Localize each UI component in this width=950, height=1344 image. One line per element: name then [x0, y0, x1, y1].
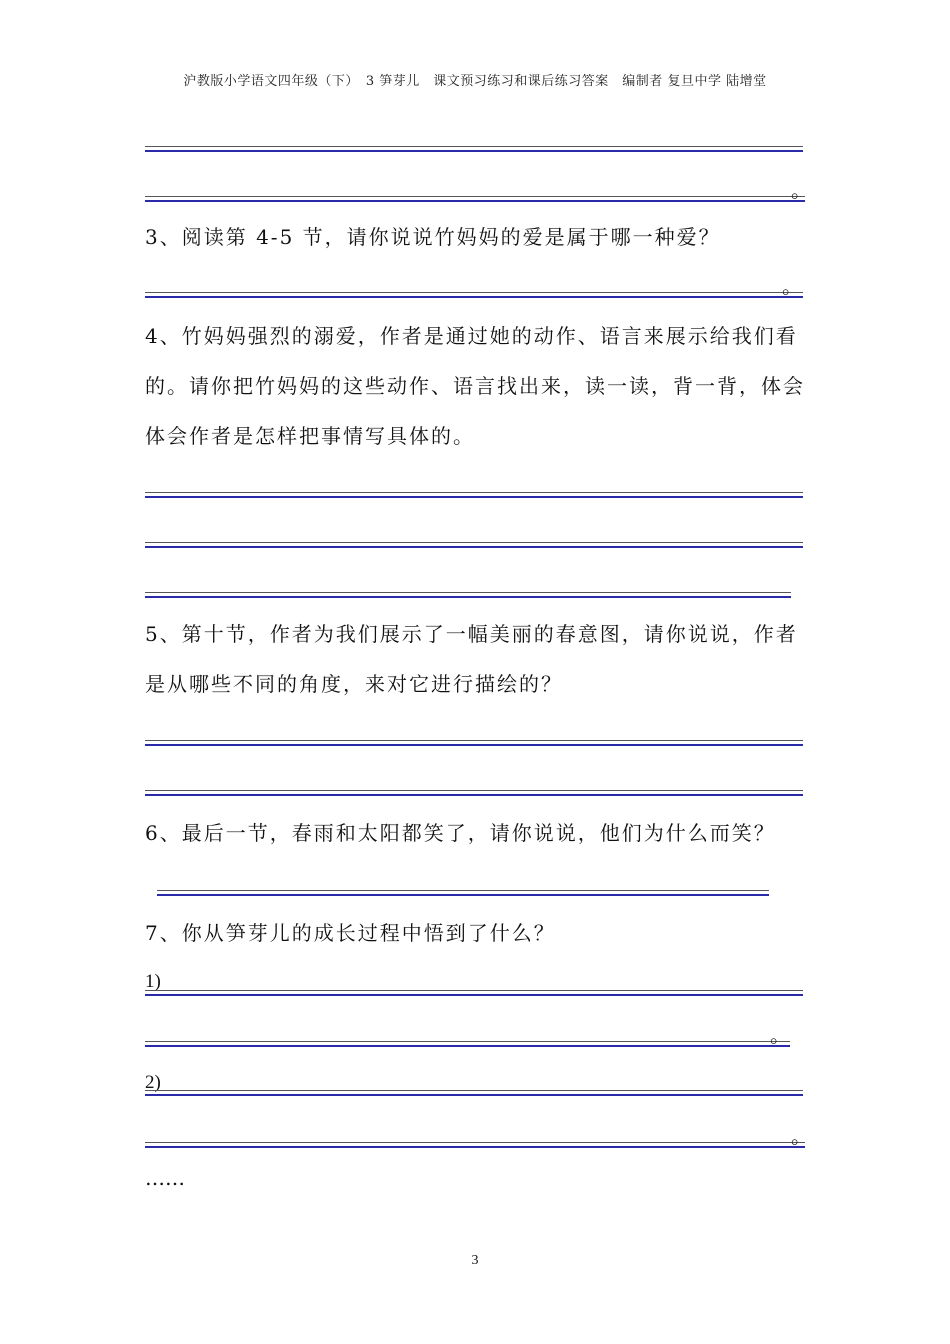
answer-line[interactable]: [145, 542, 803, 543]
answer-line[interactable]: [145, 990, 803, 991]
answer-line[interactable]: [145, 146, 803, 147]
question-4-line-1: 4、竹妈妈强烈的溺爱，作者是通过她的动作、语言来展示给我们看: [145, 324, 798, 348]
answer-item-1-label: 1): [145, 971, 161, 992]
question-4-line-2: 的。请你把竹妈妈的这些动作、语言找出来，读一读，背一背，体会: [145, 374, 805, 398]
answer-line[interactable]: [157, 890, 769, 891]
question-4-line-3: 体会作者是怎样把事情写具体的。: [145, 424, 475, 448]
answer-line[interactable]: [145, 740, 803, 741]
sentence-end-mark: 。: [791, 178, 811, 202]
question-7: 7、你从笋芽儿的成长过程中悟到了什么？: [145, 921, 556, 945]
answer-line[interactable]: [145, 1142, 805, 1143]
answer-line[interactable]: [145, 1041, 790, 1042]
question-3: 3、阅读第 4-5 节，请你说说竹妈妈的爱是属于哪一种爱？: [145, 225, 721, 249]
answer-line[interactable]: [145, 492, 803, 493]
sentence-end-mark: 。: [791, 1124, 811, 1148]
page-header: 沪教版小学语文四年级（下） 3 笋芽儿 课文预习练习和课后练习答案 编制者 复旦中学 陆增堂: [183, 74, 767, 89]
sentence-end-mark: 。: [782, 274, 802, 298]
question-6: 6、最后一节，春雨和太阳都笑了，请你说说，他们为什么而笑？: [145, 821, 776, 845]
answer-line[interactable]: [145, 790, 803, 791]
answer-line[interactable]: [145, 292, 803, 293]
page-number: 3: [471, 1253, 479, 1268]
answer-line[interactable]: [145, 592, 791, 593]
sentence-end-mark: 。: [770, 1023, 790, 1047]
answer-line[interactable]: [145, 196, 805, 197]
ellipsis: ……: [145, 1166, 185, 1190]
answer-item-2-label: 2): [145, 1072, 161, 1093]
question-5-line-1: 5、第十节，作者为我们展示了一幅美丽的春意图，请你说说，作者: [145, 622, 798, 646]
question-5-line-2: 是从哪些不同的角度，来对它进行描绘的？: [145, 672, 563, 696]
answer-line[interactable]: [145, 1090, 803, 1091]
